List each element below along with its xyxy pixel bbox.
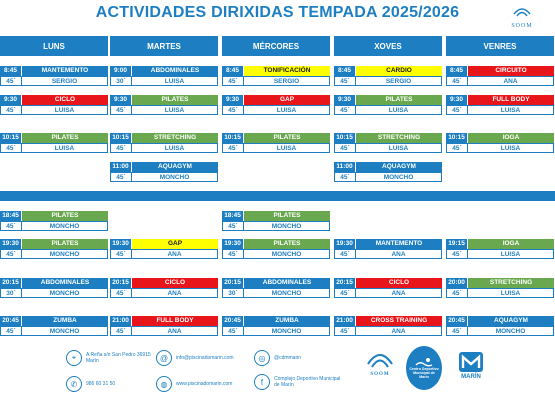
class-instructor: LUISA	[468, 288, 554, 298]
class-duration: 45´	[446, 326, 468, 336]
class-duration: 45´	[334, 143, 356, 153]
class-duration: 45´	[446, 143, 468, 153]
class-slot	[334, 162, 442, 182]
class-time: 8:45	[222, 66, 244, 76]
instagram-text[interactable]: @cdmmarin	[274, 355, 302, 361]
class-duration: 30´	[110, 76, 132, 86]
class-slot	[446, 278, 554, 298]
class-slot	[446, 133, 554, 153]
class-time: 8:45	[0, 66, 22, 76]
class-duration: 30´	[0, 288, 22, 298]
class-slot	[334, 278, 442, 298]
class-instructor: LUISA	[22, 143, 108, 153]
marin-logo-text: MARÍN	[461, 374, 481, 380]
class-activity: STRETCHING	[468, 278, 554, 288]
class-activity: CIRCUITO	[468, 66, 554, 76]
location-pin-icon: ⌖	[66, 350, 82, 366]
class-slot	[334, 239, 442, 259]
class-instructor: MONCHO	[22, 249, 108, 259]
class-activity: GAP	[132, 239, 218, 249]
class-duration: 45´	[222, 249, 244, 259]
page-title: ACTIVIDADES DIRIXIDAS TEMPADA 2025/2026	[95, 4, 460, 21]
phone-text: 986 60 31 50	[86, 381, 116, 387]
class-time: 21:00	[334, 316, 356, 326]
class-instructor: MONCHO	[244, 249, 330, 259]
class-duration: 45´	[334, 172, 356, 182]
class-instructor: SERGIO	[244, 76, 330, 86]
email-text[interactable]: info@piscinadomarin.com	[176, 355, 234, 361]
class-duration: 45´	[334, 326, 356, 336]
class-time: 20:15	[110, 278, 132, 288]
class-activity: PILATES	[22, 211, 108, 221]
class-slot	[222, 95, 330, 115]
soom-footer-logo	[356, 348, 404, 377]
class-instructor: MONCHO	[22, 288, 108, 298]
class-activity: PILATES	[244, 211, 330, 221]
globe-icon: ◍	[156, 376, 172, 392]
soom-logo	[508, 4, 536, 30]
class-activity: PILATES	[132, 95, 218, 105]
class-time: 9:30	[0, 95, 22, 105]
class-duration: 45´	[222, 221, 244, 231]
class-activity: STRETCHING	[356, 133, 442, 143]
class-instructor: MONCHO	[22, 326, 108, 336]
website-block[interactable]	[156, 376, 232, 392]
class-instructor: ANA	[356, 326, 442, 336]
class-time: 19:15	[446, 239, 468, 249]
class-activity: PILATES	[244, 133, 330, 143]
class-activity: GAP	[244, 95, 330, 105]
class-instructor: LUISA	[468, 105, 554, 115]
class-duration: 45´	[0, 105, 22, 115]
class-slot	[222, 211, 330, 231]
class-time: 11:00	[110, 162, 132, 172]
class-duration: 45´	[110, 172, 132, 182]
class-activity: TONIFICACIÓN	[244, 66, 330, 76]
class-time: 9:30	[110, 95, 132, 105]
class-activity: CROSS TRAINING	[356, 316, 442, 326]
class-activity: ABDOMINALES	[132, 66, 218, 76]
class-time: 11:00	[334, 162, 356, 172]
class-duration: 45´	[110, 105, 132, 115]
class-instructor: ANA	[468, 76, 554, 86]
day-header-1: MARTES	[110, 36, 218, 56]
class-slot	[222, 133, 330, 153]
class-time: 20:45	[0, 316, 22, 326]
class-duration: 45´	[222, 143, 244, 153]
class-instructor: SERGIO	[356, 76, 442, 86]
class-time: 20:00	[446, 278, 468, 288]
class-slot	[110, 316, 218, 336]
class-time: 8:45	[334, 66, 356, 76]
class-instructor: LUISA	[132, 143, 218, 153]
class-activity: IOGA	[468, 133, 554, 143]
class-time: 19:30	[334, 239, 356, 249]
class-duration: 45´	[446, 76, 468, 86]
soom-logo-text: SOOM	[511, 23, 533, 29]
class-activity: AQUAGYM	[356, 162, 442, 172]
class-time: 9:30	[222, 95, 244, 105]
class-duration: 30´	[222, 288, 244, 298]
class-duration: 45´	[334, 76, 356, 86]
class-activity: PILATES	[356, 95, 442, 105]
class-slot	[0, 66, 108, 86]
class-duration: 45´	[446, 288, 468, 298]
class-activity: PILATES	[244, 239, 330, 249]
class-instructor: LUISA	[244, 105, 330, 115]
class-activity: ABDOMINALES	[244, 278, 330, 288]
class-duration: 45´	[446, 249, 468, 259]
address-text: A Reña s/n San Pedro 36915 Marín	[86, 352, 151, 364]
class-time: 20:15	[0, 278, 22, 288]
swimmer-icon	[414, 357, 434, 367]
class-activity: PILATES	[22, 133, 108, 143]
class-time: 21:00	[110, 316, 132, 326]
address-block	[66, 350, 156, 366]
class-slot	[110, 278, 218, 298]
class-slot	[110, 95, 218, 115]
class-slot	[110, 162, 218, 182]
class-duration: 45´	[222, 326, 244, 336]
class-instructor: LUISA	[22, 105, 108, 115]
class-instructor: MONCHO	[244, 288, 330, 298]
class-duration: 45´	[334, 105, 356, 115]
instagram-block[interactable]	[254, 350, 301, 366]
class-slot	[446, 66, 554, 86]
class-instructor: MONCHO	[22, 221, 108, 231]
day-header-2: MÉRCORES	[222, 36, 330, 56]
class-time: 19:30	[222, 239, 244, 249]
class-activity: MANTEMENTO	[22, 66, 108, 76]
class-activity: ZUMBA	[244, 316, 330, 326]
class-instructor: MONCHO	[468, 326, 554, 336]
class-time: 10:15	[110, 133, 132, 143]
marin-m-icon	[459, 352, 483, 372]
class-duration: 45´	[110, 288, 132, 298]
class-instructor: ANA	[132, 249, 218, 259]
class-instructor: ANA	[356, 288, 442, 298]
class-activity: ABDOMINALES	[22, 278, 108, 288]
class-slot	[446, 316, 554, 336]
class-slot	[0, 133, 108, 153]
class-instructor: ANA	[132, 326, 218, 336]
class-activity: MANTEMENTO	[356, 239, 442, 249]
class-time: 20:15	[334, 278, 356, 288]
class-instructor: SERGIO	[22, 76, 108, 86]
class-instructor: LUISA	[132, 76, 218, 86]
class-time: 8:45	[446, 66, 468, 76]
class-slot	[222, 278, 330, 298]
class-activity: STRETCHING	[132, 133, 218, 143]
class-instructor: LUISA	[356, 105, 442, 115]
cdm-logo-text: Centro Deportivo Municipal de Marín	[409, 367, 439, 379]
cdm-logo	[406, 346, 442, 390]
class-time: 9:30	[446, 95, 468, 105]
class-duration: 45´	[334, 249, 356, 259]
day-header-4: VENRES	[446, 36, 554, 56]
class-instructor: MONCHO	[132, 172, 218, 182]
class-activity: CARDIO	[356, 66, 442, 76]
class-duration: 45´	[0, 76, 22, 86]
facebook-block[interactable]	[254, 374, 342, 390]
class-duration: 45´	[110, 326, 132, 336]
class-duration: 45´	[446, 105, 468, 115]
class-duration: 45´	[334, 288, 356, 298]
class-slot	[334, 133, 442, 153]
class-slot	[446, 95, 554, 115]
class-slot	[0, 316, 108, 336]
class-time: 19:30	[110, 239, 132, 249]
class-duration: 45´	[110, 143, 132, 153]
class-instructor: ANA	[356, 249, 442, 259]
facebook-icon: f	[254, 374, 270, 390]
class-activity: IOGA	[468, 239, 554, 249]
instagram-icon: ◎	[254, 350, 270, 366]
class-activity: AQUAGYM	[132, 162, 218, 172]
phone-block	[66, 376, 115, 392]
class-instructor: LUISA	[468, 249, 554, 259]
class-time: 9:30	[334, 95, 356, 105]
class-duration: 45´	[0, 221, 22, 231]
class-slot	[110, 133, 218, 153]
class-instructor: MONCHO	[356, 172, 442, 182]
class-slot	[0, 239, 108, 259]
class-activity: FULL BODY	[468, 95, 554, 105]
class-slot	[0, 211, 108, 231]
email-icon: @	[156, 350, 172, 366]
class-duration: 45´	[0, 143, 22, 153]
website-text[interactable]: www.piscinadomarin.com	[176, 381, 233, 387]
soom-wave-icon	[366, 348, 394, 370]
class-time: 18:45	[0, 211, 22, 221]
soom-footer-text: SOOM	[370, 372, 390, 377]
class-time: 20:15	[222, 278, 244, 288]
section-divider	[0, 191, 555, 201]
class-instructor: LUISA	[132, 105, 218, 115]
class-slot	[446, 239, 554, 259]
class-slot	[110, 66, 218, 86]
class-time: 19:30	[0, 239, 22, 249]
class-slot	[222, 66, 330, 86]
class-instructor: LUISA	[356, 143, 442, 153]
class-time: 20:45	[222, 316, 244, 326]
class-activity: CICLO	[22, 95, 108, 105]
class-duration: 45´	[0, 326, 22, 336]
class-time: 10:15	[446, 133, 468, 143]
class-time: 20:45	[446, 316, 468, 326]
class-activity: AQUAGYM	[468, 316, 554, 326]
class-slot	[0, 95, 108, 115]
class-duration: 45´	[222, 76, 244, 86]
class-instructor: ANA	[132, 288, 218, 298]
class-duration: 45´	[110, 249, 132, 259]
class-instructor: LUISA	[468, 143, 554, 153]
marin-logo	[454, 352, 488, 380]
class-slot	[0, 278, 108, 298]
class-activity: FULL BODY	[132, 316, 218, 326]
facility-text[interactable]: Complejo Deportivo Municipal de Marín	[274, 376, 341, 388]
class-time: 18:45	[222, 211, 244, 221]
day-header-3: XOVES	[334, 36, 442, 56]
class-time: 10:15	[0, 133, 22, 143]
class-activity: PILATES	[22, 239, 108, 249]
class-activity: CICLO	[132, 278, 218, 288]
class-slot	[222, 239, 330, 259]
class-instructor: MONCHO	[244, 221, 330, 231]
class-duration: 45´	[0, 249, 22, 259]
class-slot	[110, 239, 218, 259]
class-duration: 45´	[222, 105, 244, 115]
class-time: 10:15	[222, 133, 244, 143]
class-activity: ZUMBA	[22, 316, 108, 326]
class-time: 9:00	[110, 66, 132, 76]
class-time: 10:15	[334, 133, 356, 143]
class-slot	[334, 95, 442, 115]
day-header-0: LUNS	[0, 36, 108, 56]
class-instructor: LUISA	[244, 143, 330, 153]
class-slot	[334, 66, 442, 86]
class-slot	[222, 316, 330, 336]
class-slot	[334, 316, 442, 336]
phone-icon: ✆	[66, 376, 82, 392]
email-block[interactable]	[156, 350, 234, 366]
class-activity: CICLO	[356, 278, 442, 288]
class-instructor: MONCHO	[244, 326, 330, 336]
soom-logo-icon	[512, 4, 532, 18]
